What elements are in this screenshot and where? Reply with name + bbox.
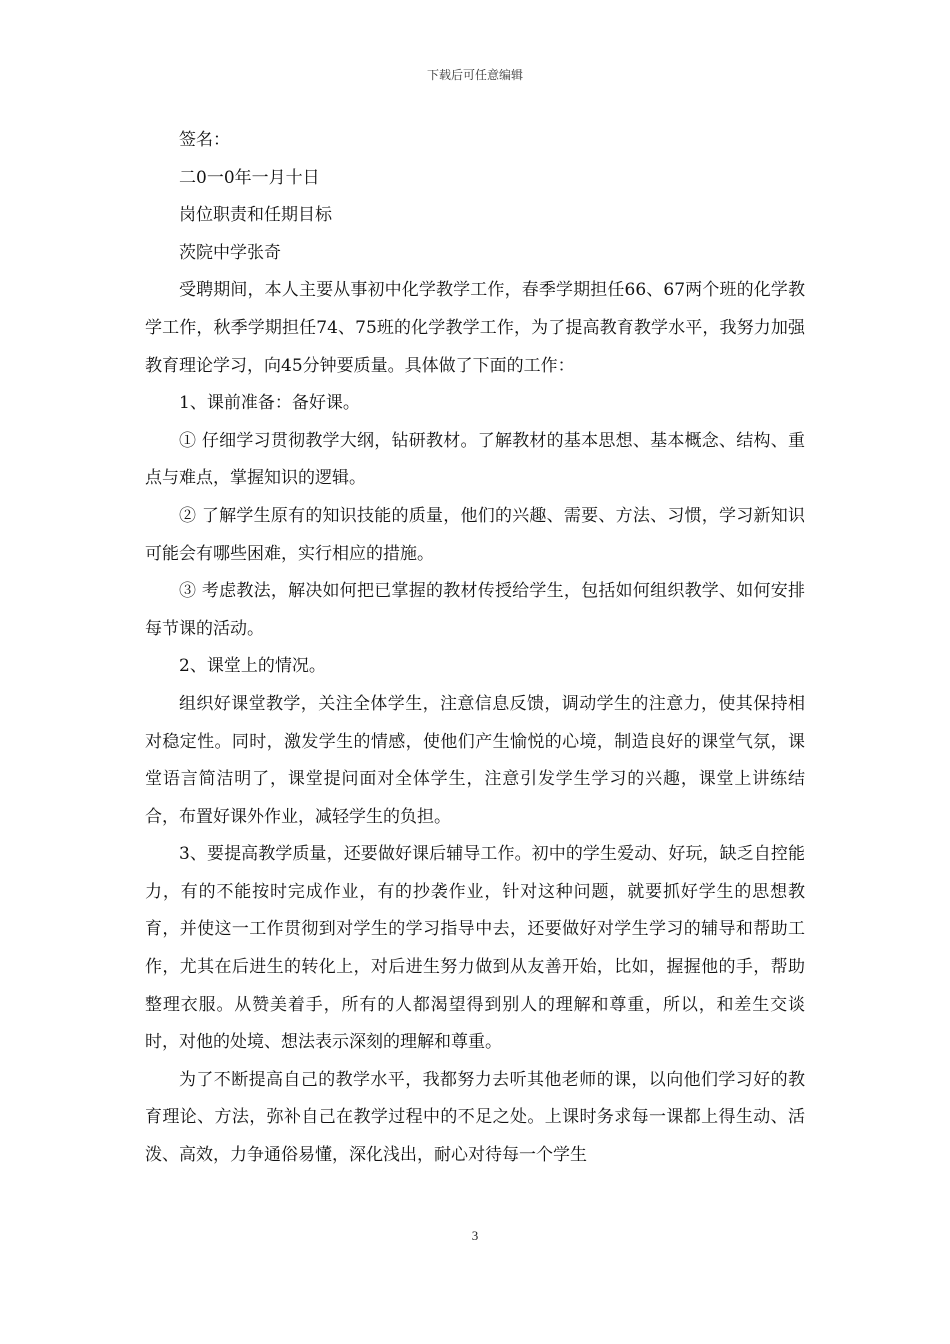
body-paragraph: 受聘期间，本人主要从事初中化学教学工作，春季学期担任66、67两个班的化学教学工作，秋季学期担任74、75班的化学教学工作，为了提高教育教学水平，我努力加强教育理论学习，向45分钟要质量。具体做了下面的工作： [145,280,805,376]
author-line: 茨院中学张奇 [179,242,281,263]
page-header: 下载后可任意编辑 [426,68,523,82]
body-paragraph: 为了不断提高自己的教学水平，我都努力去听其他老师的课，以向他们学习好的教育理论、方法，弥补自己在教学过程中的不足之处。上课时务求每一课都上得生动、活泼、高效，力争通俗易懂，深化浅出，耐心对待每一个学生 [145,1069,805,1166]
date-line: 二0一0年一月十日 [179,167,320,188]
body-paragraph: 组织好课堂教学，关注全体学生，注意信息反馈，调动学生的注意力，使其保持相对稳定性。同时，激发学生的情感，使他们产生愉悦的心境，制造良好的课堂气氛，课堂语言简洁明了，课堂提问面对全体学生，注意引发学生学习的兴趣，课堂上讲练结合，布置好课外作业，减轻学生的负担。 [145,693,805,827]
body-paragraph: 3、要提高教学质量，还要做好课后辅导工作。初中的学生爱动、好玩，缺乏自控能力，有的不能按时完成作业，有的抄袭作业，针对这种问题，就要抓好学生的思想教育，并使这一工作贯彻到对学生的学习指导中去，还要做好对学生学习的辅导和帮助工作，尤其在后进生的转化上，对后进生努力做到从友善开始，比如，握握他的手，帮助整理衣服。从赞美着手，所有的人都渴望得到别人的理解和尊重，所以，和差生交谈时，对他的处境、想法表示深刻的理解和尊重。 [145,844,805,1053]
page-number: 3 [471,1228,479,1243]
body-paragraph: 2、课堂上的情况。 [179,656,326,677]
signature-line: 签名： [179,130,230,150]
body-paragraph: ② 了解学生原有的知识技能的质量，他们的兴趣、需要、方法、习惯，学习新知识可能会有哪些困难，实行相应的措施。 [145,505,805,564]
body-paragraph: ③ 考虑教法，解决如何把已掌握的教材传授给学生，包括如何组织教学、如何安排每节课的活动。 [145,581,805,639]
document-body [145,122,805,1175]
body-paragraph: 1、课前准备：备好课。 [179,393,360,414]
body-paragraph: ① 仔细学习贯彻教学大纲，钻研教材。了解教材的基本思想、基本概念、结构、重点与难点，掌握知识的逻辑。 [145,430,805,489]
section-title: 岗位职责和任期目标 [179,205,332,226]
